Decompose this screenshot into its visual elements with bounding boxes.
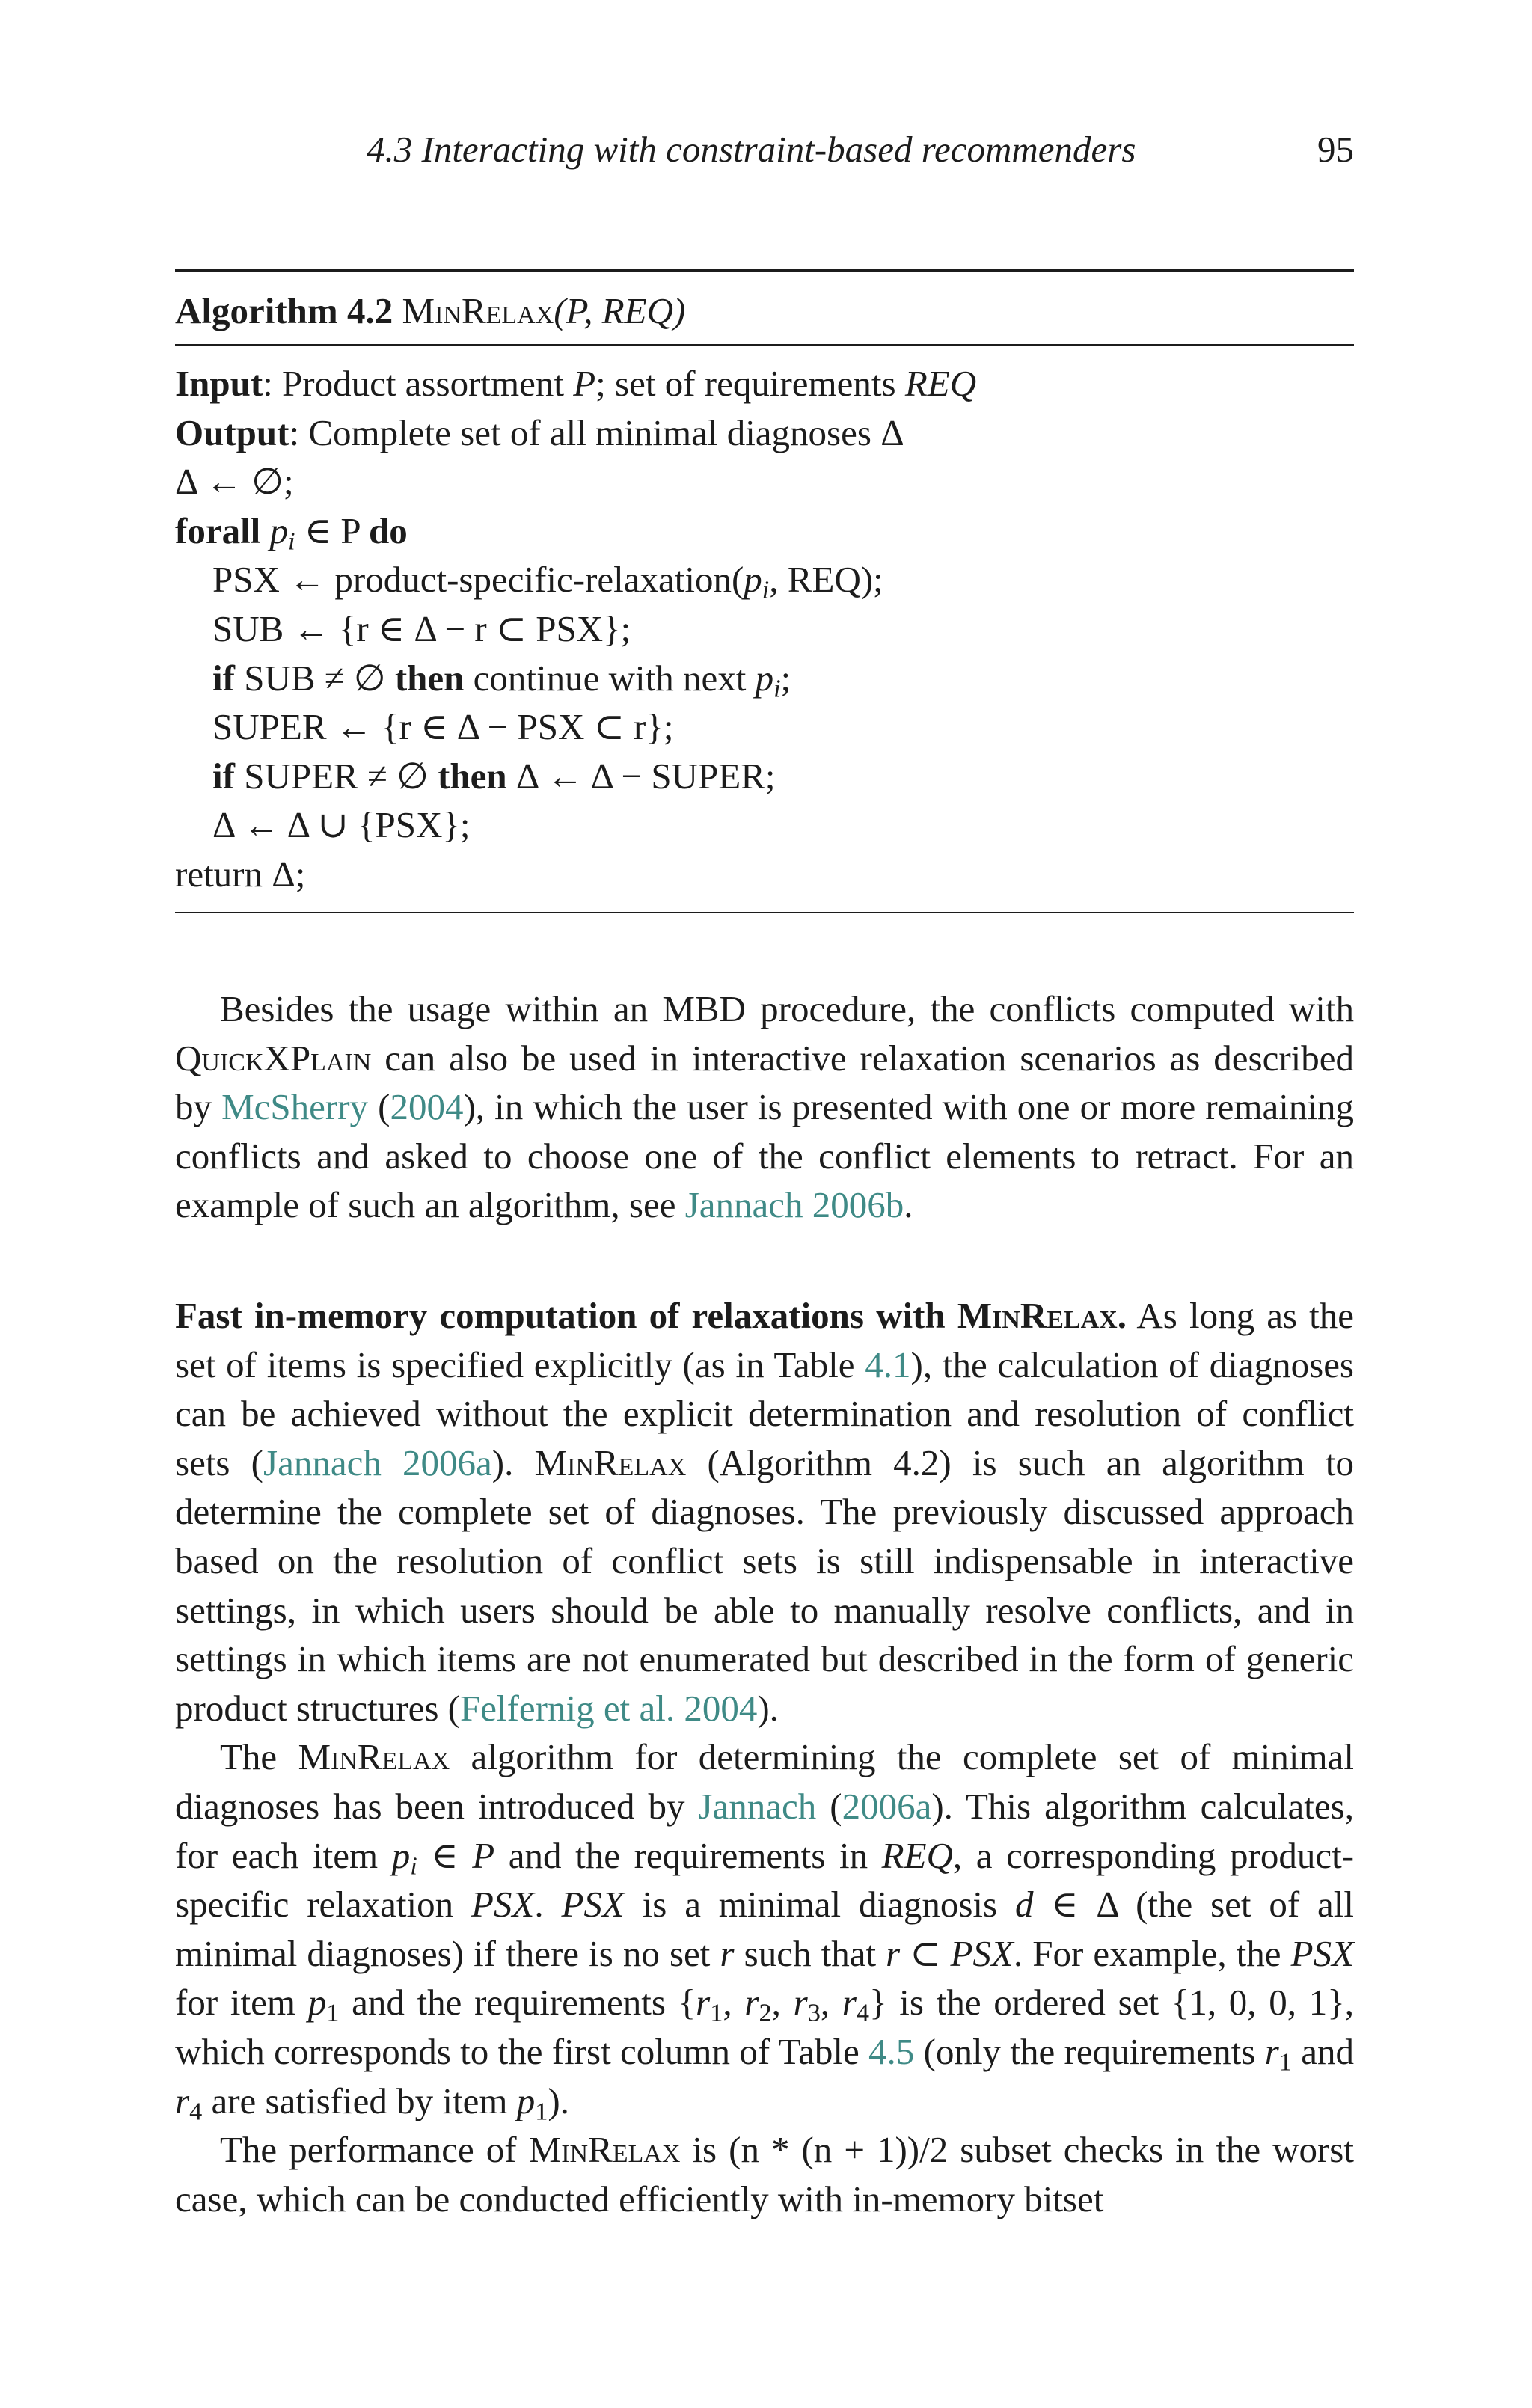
page-number: 95 [1317, 129, 1354, 170]
citation-mcsherry-year[interactable]: 2004 [390, 1086, 464, 1128]
quickxplain-name: QuickXPlain [175, 1037, 372, 1079]
citation-mcsherry[interactable]: McSherry [221, 1086, 369, 1128]
algorithm-name: MinRelax [402, 290, 554, 331]
algorithm-top-rule [175, 269, 1354, 272]
algorithm-line: SUPER ← {r ∈ Δ − PSX ⊂ r}; [212, 706, 674, 748]
algorithm-line: Output: Complete set of all minimal diagnoses Δ [175, 411, 904, 453]
algorithm-line: Input: Product assortment P; set of requirements REQ [175, 363, 977, 404]
citation-jannach-year[interactable]: 2006a [842, 1785, 932, 1827]
algorithm-mid-rule [175, 344, 1354, 346]
algorithm-line: SUB ← {r ∈ Δ − r ⊂ PSX}; [212, 607, 631, 649]
algorithm-args: (P, REQ) [554, 290, 686, 331]
paragraph-heading: Fast in-memory computation of relaxations with MinRelax. [175, 1295, 1127, 1336]
citation-jannach-2006a[interactable]: Jannach 2006a [263, 1442, 492, 1483]
citation-jannach[interactable]: Jannach [698, 1785, 817, 1827]
book-page [175, 0, 1354, 2408]
algorithm-line: Δ ← ∅; [175, 461, 294, 503]
algorithm-label: Algorithm 4.2 [175, 290, 393, 331]
citation-felfernig[interactable]: Felfernig et al. 2004 [460, 1687, 758, 1729]
algorithm-line: forall $p_i$ ∈ P do [175, 509, 408, 556]
running-head [175, 126, 1354, 174]
section-body: Fast in-memory computation of relaxations with MinRelax. As long as the set of items is specified explicitly (as in Table 4.1), the calculation of diagnoses can be achieved without the explicit determination and resolution of conflict sets (Jannach 2006a). MinRelax (Algorithm 4.2) is such an algorithm to determine the complete set of diagnoses. The previously discussed approach based on the resolution of conflict sets is still indispensable in interactive settings, in which users should be able to manually resolve conflicts, and in settings in which items are not enumerated but described in the form of generic product structures (Felfernig et al. 2004). The MinRelax algorithm for determining the complete set of minimal diagnoses has been introduced by Jannach (2006a). This algorithm calculates, for each item $p_i$ ∈ P and the requirements in REQ, a corresponding product-specific relaxation PSX. PSX is a minimal diagnosis d ∈ Δ (the set of all minimal diagnoses) if there is no set r such that r ⊂ PSX. For example, the PSX for item $p_1$ and the requirements {$r_1$, $r_2$, $r_3$, $r_4$} is the ordered set {1, 0, 0, 1}, which corresponds to the first column of Table 4.5 (only the requirements $r_1$ and $r_4$ are satisfied by item $p_1$). The performance of MinRelax is (n * (n + 1))/2 subset checks in the worst case, which can be conducted efficiently with in-memory bitset [175, 1291, 1354, 2223]
paragraph-quickxplain: Besides the usage within an MBD procedure, the conflicts computed with QuickXPlain can also be used in interactive relaxation scenarios as described by McSherry (2004), in which the user is presented with one or more remaining conflicts and asked to choose one of the conflict elements to retract. For an example of such an algorithm, see Jannach 2006b. [175, 988, 1354, 1226]
algorithm-line: return Δ; [175, 853, 306, 895]
table-ref-4-1[interactable]: 4.1 [865, 1344, 911, 1385]
algorithm-bottom-rule [175, 912, 1354, 913]
algorithm-line: Δ ← Δ ∪ {PSX}; [212, 804, 471, 846]
citation-jannach-2006b[interactable]: Jannach 2006b [684, 1184, 904, 1226]
algorithm-line: if SUB ≠ ∅ then continue with next $p_i$; [212, 657, 791, 703]
section-title: 4.3 Interacting with constraint-based recommenders [367, 129, 1136, 170]
table-ref-4-5[interactable]: 4.5 [868, 2030, 915, 2072]
algorithm-body [175, 359, 1354, 899]
algorithm-line: PSX ← product-$specific-relaxation(p_i$, REQ); [212, 559, 883, 604]
paragraph-minrelax-intro: The MinRelax algorithm for determining the complete set of minimal diagnoses has been introduced by Jannach (2006a). This algorithm calculates, for each item $p_i$ ∈ P and the requirements in REQ, a corresponding product-specific relaxation PSX. PSX is a minimal diagnosis d ∈ Δ (the set of all minimal diagnoses) if there is no set r such that r ⊂ PSX. For example, the PSX for item $p_1$ and the requirements {$r_1$, $r_2$, $r_3$, $r_4$} is the ordered set {1, 0, 0, 1}, which corresponds to the first column of Table 4.5 (only the requirements $r_1$ and $r_4$ are satisfied by item $p_1$). [175, 1736, 1355, 2126]
algorithm-line: if SUPER ≠ ∅ then Δ ← Δ − SUPER; [212, 755, 776, 797]
algorithm-caption [175, 289, 685, 334]
paragraph-performance: The performance of MinRelax is (n * (n + 1))/2 subset checks in the worst case, which can be conducted efficiently with in-memory bitset [175, 2129, 1354, 2219]
